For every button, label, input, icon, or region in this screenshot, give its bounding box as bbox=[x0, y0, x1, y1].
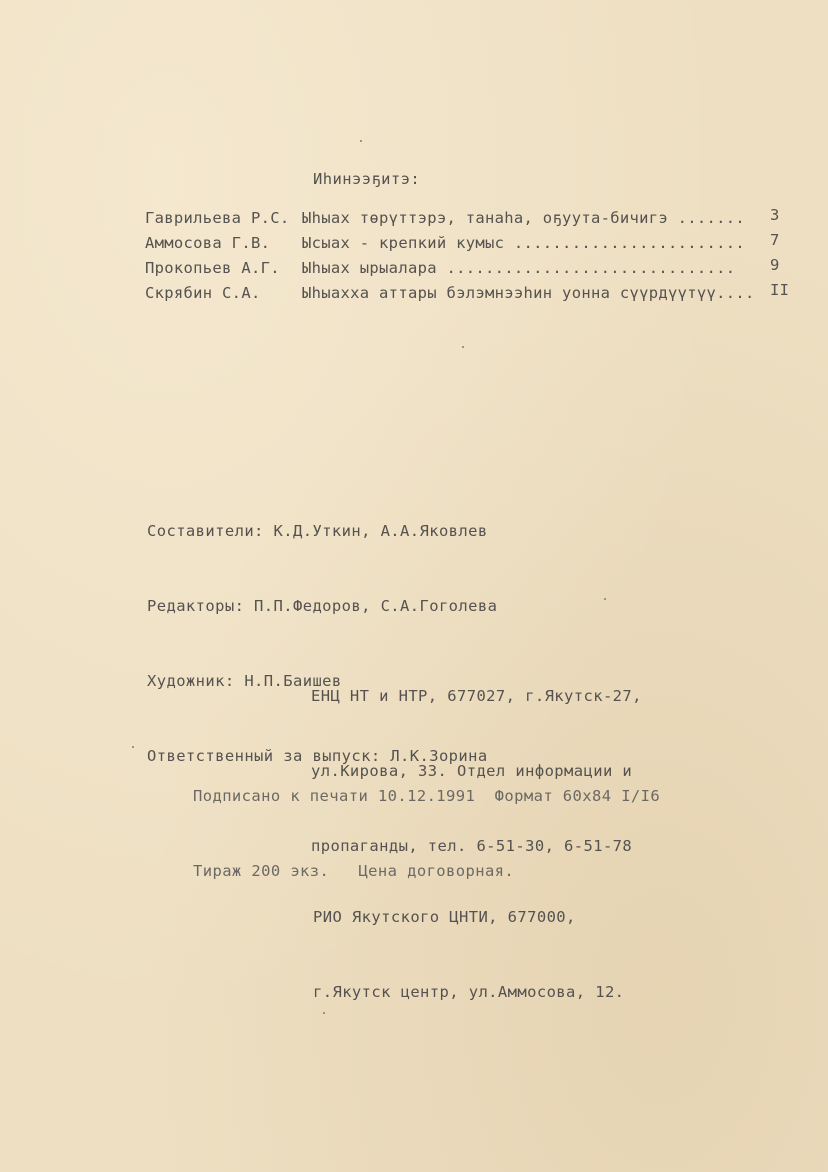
artist-line: Художник: Н.П.Баишев bbox=[147, 672, 342, 690]
toc-entry bbox=[145, 231, 795, 258]
printer-line: г.Якутск центр, ул.Аммосова, 12. bbox=[313, 983, 625, 1001]
toc-author: Гаврильева Р.С. bbox=[145, 209, 290, 227]
paper-speck bbox=[323, 1012, 325, 1014]
toc-author: Аммосова Г.В. bbox=[145, 234, 271, 252]
toc-title: Ыhыахха аттары бэлэмнээhин уонна сүүрдүүтүү.... bbox=[302, 284, 755, 302]
print-run-line: Тираж 200 экз. Цена договорная. bbox=[193, 862, 515, 880]
paper-speck bbox=[132, 746, 134, 748]
toc-author: Прокопьев А.Г. bbox=[145, 259, 280, 277]
toc-entry bbox=[145, 256, 795, 283]
compilers-line: Составители: К.Д.Уткин, А.А.Яковлев bbox=[147, 522, 488, 540]
address-line: ул.Кирова, 33. Отдел информации и bbox=[311, 762, 633, 780]
toc-entry bbox=[145, 281, 795, 308]
responsible-line: Ответственный за выпуск: Л.К.Зорина bbox=[147, 747, 488, 765]
printer-line: РИО Якутского ЦНТИ, 677000, bbox=[313, 908, 576, 926]
toc-page-number: 3 bbox=[770, 206, 780, 224]
toc-author: Скрябин С.А. bbox=[145, 284, 261, 302]
signed-to-print-line: Подписано к печати 10.12.1991 Формат 60х84 I/I6 bbox=[193, 787, 661, 805]
toc-entry bbox=[145, 206, 795, 233]
paper-speck bbox=[360, 140, 362, 142]
paper-speck bbox=[462, 346, 464, 348]
toc-title: Ысыах - крепкий кумыс ........................ bbox=[302, 234, 746, 252]
editors-line: Редакторы: П.П.Федоров, С.А.Гоголева bbox=[147, 597, 498, 615]
address-line: ЕНЦ НТ и НТР, 677027, г.Якутск-27, bbox=[311, 687, 642, 705]
toc-title: Ыhыах төрүттэрэ, танаhа, оҕуута-бичигэ ....... bbox=[302, 209, 746, 227]
toc-page-number: 7 bbox=[770, 231, 780, 249]
toc-page-number: 9 bbox=[770, 256, 780, 274]
toc-title: Ыhыах ырыалара .............................. bbox=[302, 259, 736, 277]
printer-info bbox=[313, 855, 624, 1055]
toc-page-number: II bbox=[770, 281, 790, 299]
address-line: пропаганды, тел. 6-51-30, 6-51-78 bbox=[311, 837, 633, 855]
paper-speck bbox=[604, 598, 606, 600]
toc-heading: Иһинээҕитэ: bbox=[313, 170, 421, 188]
